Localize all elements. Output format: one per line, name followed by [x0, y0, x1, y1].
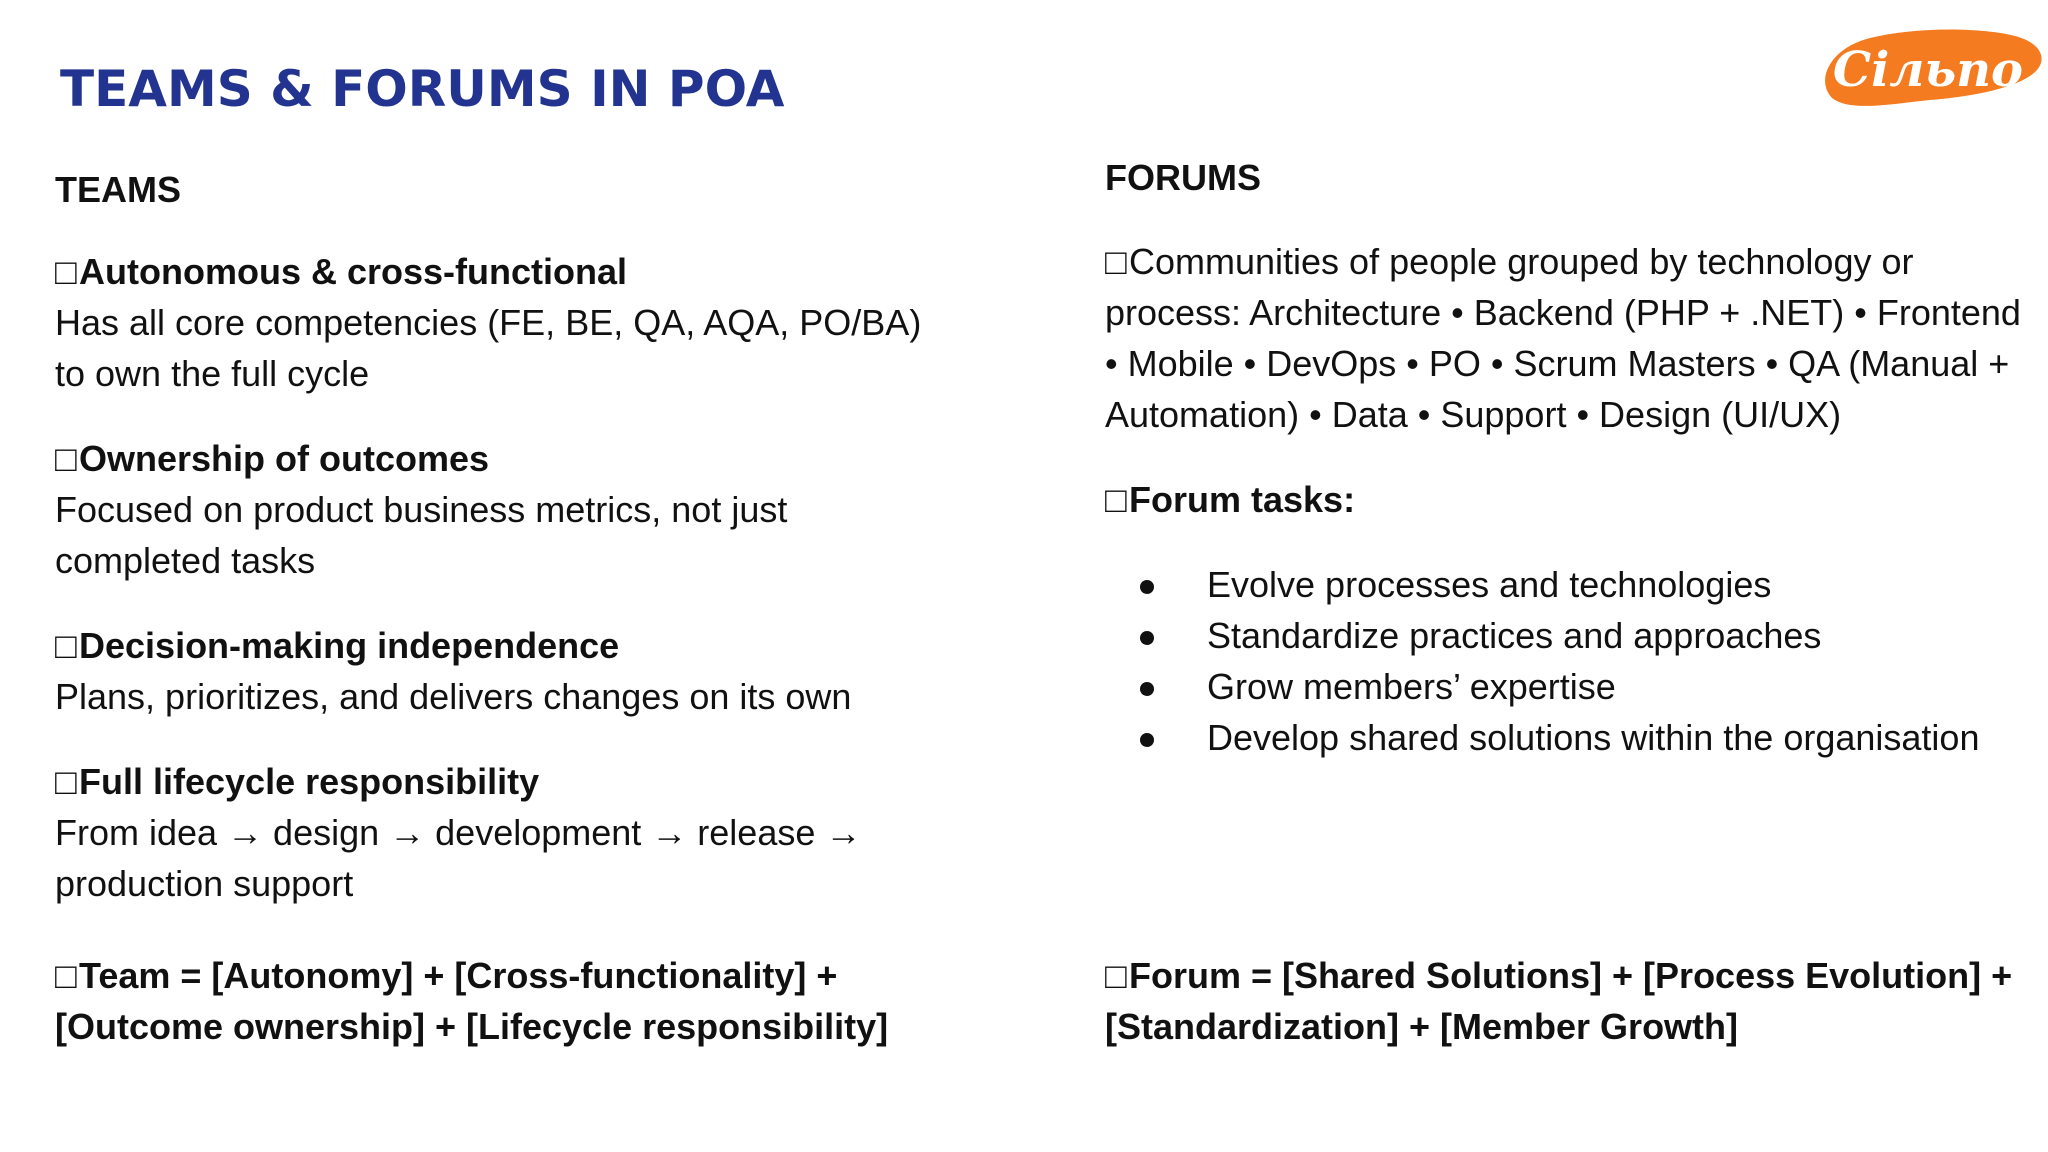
forums-section: [1105, 148, 2025, 763]
teams-item-title: Decision-making independence: [79, 625, 620, 666]
bullet-icon: [1140, 682, 1154, 696]
teams-formula-text: Team = [Autonomy] + [Cross-functionality] + [Outcome ownership] + [Lifecycle responsibility]: [55, 955, 889, 1047]
box-icon: □: [55, 251, 77, 292]
forum-tasks-label: [1105, 474, 2025, 525]
teams-item-description: From idea → design → development → release → production support: [55, 812, 862, 904]
teams-item: [55, 433, 1015, 586]
list-item: [1105, 712, 2025, 763]
box-icon: □: [1105, 479, 1127, 520]
teams-item: [55, 756, 1015, 909]
silpo-logo: [1810, 20, 2048, 120]
list-item: [1105, 661, 2025, 712]
forum-tasks-list: [1105, 559, 2025, 763]
teams-formula: [55, 950, 995, 1052]
list-item: [1105, 610, 2025, 661]
forum-tasks-label-text: Forum tasks:: [1129, 479, 1356, 520]
list-item-text: Develop shared solutions within the organisation: [1207, 717, 1980, 758]
teams-item: [55, 620, 1015, 722]
box-icon: □: [1105, 955, 1127, 996]
teams-item-title: Full lifecycle responsibility: [79, 761, 540, 802]
box-icon: □: [55, 761, 77, 802]
box-icon: □: [55, 438, 77, 479]
forums-formula-text: Forum = [Shared Solutions] + [Process Evolution] + [Standardization] + [Member Growth]: [1105, 955, 2013, 1047]
teams-item-description: Has all core competencies (FE, BE, QA, AQA, PO/BA) to own the full cycle: [55, 302, 922, 394]
bullet-icon: [1140, 631, 1154, 645]
teams-item-description: Plans, prioritizes, and delivers changes on its own: [55, 676, 852, 717]
teams-heading: TEAMS: [55, 169, 181, 210]
bullet-icon: [1140, 580, 1154, 594]
teams-section: [55, 160, 1015, 909]
box-icon: □: [55, 625, 77, 666]
list-item-text: Evolve processes and technologies: [1207, 564, 1772, 605]
bullet-icon: [1140, 733, 1154, 747]
teams-item-title: Ownership of outcomes: [79, 438, 490, 479]
box-icon: □: [1105, 241, 1127, 282]
forums-heading: FORUMS: [1105, 157, 1261, 198]
teams-item-title: Autonomous & cross-functional: [79, 251, 627, 292]
teams-item: [55, 246, 1015, 399]
teams-item-description: Focused on product business metrics, not just completed tasks: [55, 489, 788, 581]
forums-description-text: Communities of people grouped by technology or process: Architecture • Backend (PHP + .NET) • Frontend • Mobile • DevOps • PO • Scrum Masters • QA (Manual + Automation) • Data • Support • Design (UI/UX): [1105, 241, 2021, 435]
svg-text:Сільпо: Сільпо: [1832, 42, 2024, 98]
box-icon: □: [55, 955, 77, 996]
forums-formula: [1105, 950, 2035, 1052]
forums-description: [1105, 236, 2025, 440]
page-title: TEAMS & FORUMS IN POA: [60, 60, 785, 118]
list-item-text: Standardize practices and approaches: [1207, 615, 1822, 656]
list-item-text: Grow members’ expertise: [1207, 666, 1616, 707]
list-item: [1105, 559, 2025, 610]
